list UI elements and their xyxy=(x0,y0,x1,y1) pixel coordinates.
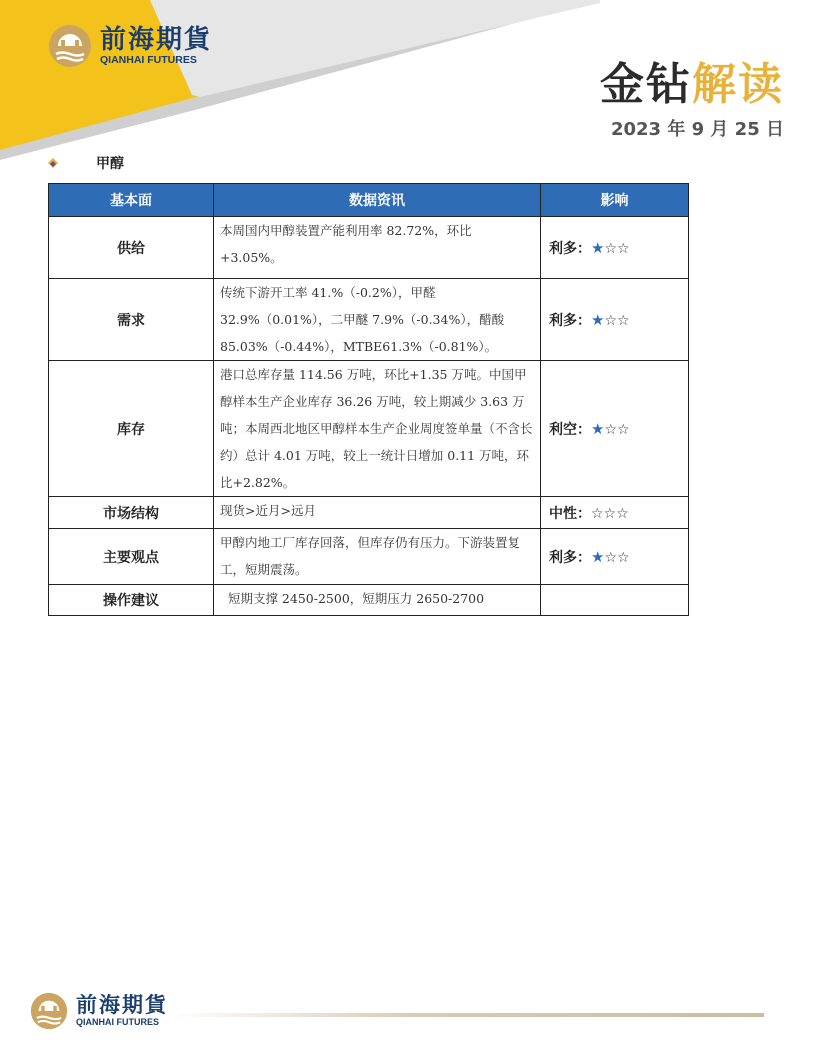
rating-star-empty-icon: ☆☆ xyxy=(604,421,630,438)
row-key: 库存 xyxy=(49,361,214,497)
section-title: 甲醇 xyxy=(96,156,124,172)
brand-logo xyxy=(48,24,212,68)
table-row xyxy=(49,497,689,529)
row-value: 传统下游开工率 41.%（-0.2%），甲醛 32.9%（0.01%），二甲醚 7.9%（-0.34%），醋酸 85.03%（-0.44%），MTBE61.3%（-0.81%）。 xyxy=(214,279,541,361)
row-key: 主要观点 xyxy=(49,529,214,585)
qianhai-logo-icon xyxy=(30,992,68,1030)
row-value: 港口总库存量 114.56 万吨，环比+1.35 万吨。中国甲醇样本生产企业库存 36.26 万吨，较上期减少 3.63 万吨；本周西北地区甲醇样本生产企业周度签单量（不含长约）总计 4.01 万吨，较上一统计日增加 0.11 万吨，环比+2.82%。 xyxy=(214,361,541,497)
rating-star-filled-icon: ★ xyxy=(591,547,605,566)
footer-brand-cn: 前海期貨 xyxy=(76,993,168,1017)
title-part2: 解读 xyxy=(692,59,784,110)
fundamentals-table xyxy=(48,183,689,616)
brand-name-en: QIANHAI FUTURES xyxy=(100,54,197,66)
title-part1: 金钻 xyxy=(600,59,692,110)
impact-label: 利多： xyxy=(549,549,591,566)
footer-divider xyxy=(170,1013,764,1017)
row-impact xyxy=(541,279,689,361)
rating-star-filled-icon: ★ xyxy=(591,238,605,257)
row-key: 市场结构 xyxy=(49,497,214,529)
diamond-bullet-icon xyxy=(48,158,58,168)
row-value: 甲醇内地工厂库存回落，但库存仍有压力。下游装置复工，短期震荡。 xyxy=(214,529,541,585)
qianhai-logo-icon xyxy=(48,24,92,68)
table-row xyxy=(49,217,689,279)
header-data-info: 数据资讯 xyxy=(214,184,541,217)
row-value: 现货>近月>远月 xyxy=(214,497,541,529)
header-fundamentals: 基本面 xyxy=(49,184,214,217)
row-impact xyxy=(541,361,689,497)
impact-label: 利多： xyxy=(549,312,591,329)
rating-star-filled-icon: ★ xyxy=(591,310,605,329)
row-impact xyxy=(541,217,689,279)
impact-label: 中性： xyxy=(549,505,591,522)
header-impact: 影响 xyxy=(541,184,689,217)
row-impact xyxy=(541,497,689,529)
table-row xyxy=(49,529,689,585)
row-key: 操作建议 xyxy=(49,585,214,616)
impact-label: 利空： xyxy=(549,421,591,438)
row-impact xyxy=(541,585,689,616)
report-date: 2023 年 9 月 25 日 xyxy=(610,119,784,140)
table-header-row xyxy=(49,184,689,217)
row-impact xyxy=(541,529,689,585)
rating-star-empty-icon: ☆☆ xyxy=(604,312,630,329)
row-key: 供给 xyxy=(49,217,214,279)
row-value: 短期支撑 2450-2500，短期压力 2650-2700 xyxy=(214,585,541,616)
rating-star-empty-icon: ☆☆ xyxy=(604,549,630,566)
row-key: 需求 xyxy=(49,279,214,361)
table-row xyxy=(49,585,689,616)
rating-star-empty-icon: ☆☆☆ xyxy=(591,505,629,522)
rating-star-filled-icon: ★ xyxy=(591,419,605,438)
row-value: 本周国内甲醇装置产能利用率 82.72%，环比+3.05%。 xyxy=(214,217,541,279)
table-row xyxy=(49,279,689,361)
table-row xyxy=(49,361,689,497)
section-heading xyxy=(48,153,124,173)
report-title xyxy=(600,48,784,112)
footer-brand-en: QIANHAI FUTURES xyxy=(76,1017,159,1027)
rating-star-empty-icon: ☆☆ xyxy=(604,240,630,257)
impact-label: 利多： xyxy=(549,240,591,257)
brand-name-cn: 前海期貨 xyxy=(100,25,213,55)
footer-logo xyxy=(30,992,168,1030)
